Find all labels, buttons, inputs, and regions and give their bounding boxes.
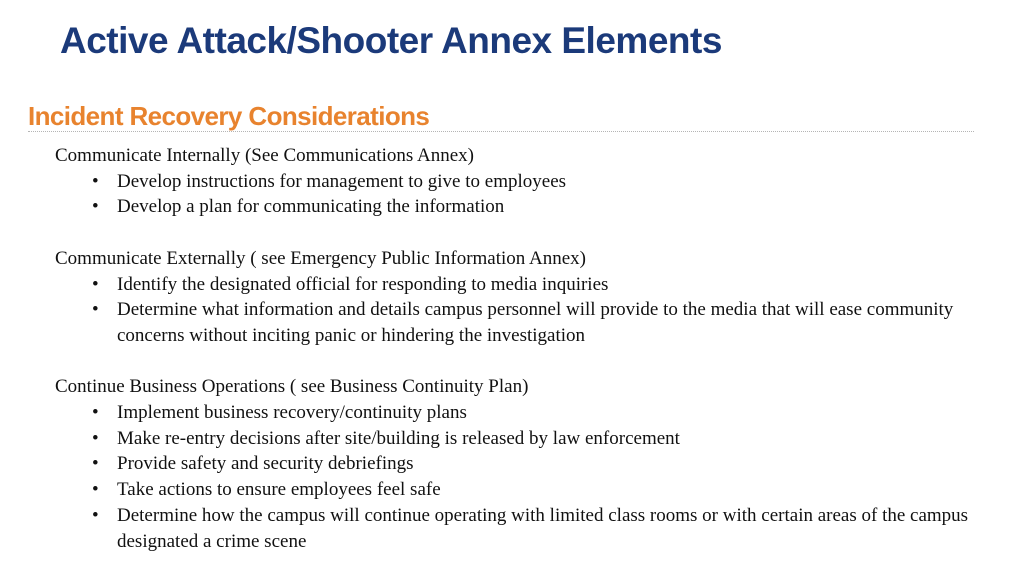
section-communicate-externally xyxy=(55,246,1015,349)
section-communicate-internally xyxy=(55,143,1015,220)
subtitle-divider xyxy=(28,131,974,132)
section-heading: Continue Business Operations ( see Business Continuity Plan) xyxy=(55,376,529,398)
bullet-list xyxy=(55,400,1015,554)
slide-subtitle: Incident Recovery Considerations xyxy=(28,101,430,131)
section-heading: Communicate Externally ( see Emergency Public Information Annex) xyxy=(55,247,586,269)
bullet-list xyxy=(55,272,1015,349)
bullet-item: • Make re-entry decisions after site/building is released by law enforcement xyxy=(55,426,1015,452)
bullet-item: • Develop a plan for communicating the information xyxy=(55,194,1015,220)
bullet-item: • Implement business recovery/continuity plans xyxy=(55,400,1015,426)
bullet-item: • Develop instructions for management to give to employees xyxy=(55,169,1015,195)
slide-title: Active Attack/Shooter Annex Elements xyxy=(60,20,722,61)
bullet-item: • Provide safety and security debriefings xyxy=(55,451,1015,477)
bullet-item: • Take actions to ensure employees feel safe xyxy=(55,477,1015,503)
slide-content xyxy=(55,143,1015,554)
section-continue-business-operations xyxy=(55,374,1015,554)
bullet-item: • Determine how the campus will continue operating with limited class rooms or with certain areas of the campus designated a crime scene xyxy=(55,503,1015,554)
section-heading: Communicate Internally (See Communications Annex) xyxy=(55,145,474,166)
bullet-item: • Identify the designated official for responding to media inquiries xyxy=(55,272,1015,298)
bullet-list xyxy=(55,169,1015,220)
bullet-item: • Determine what information and details campus personnel will provide to the media that will ease community concerns without inciting panic or hindering the investigation xyxy=(55,297,1015,348)
